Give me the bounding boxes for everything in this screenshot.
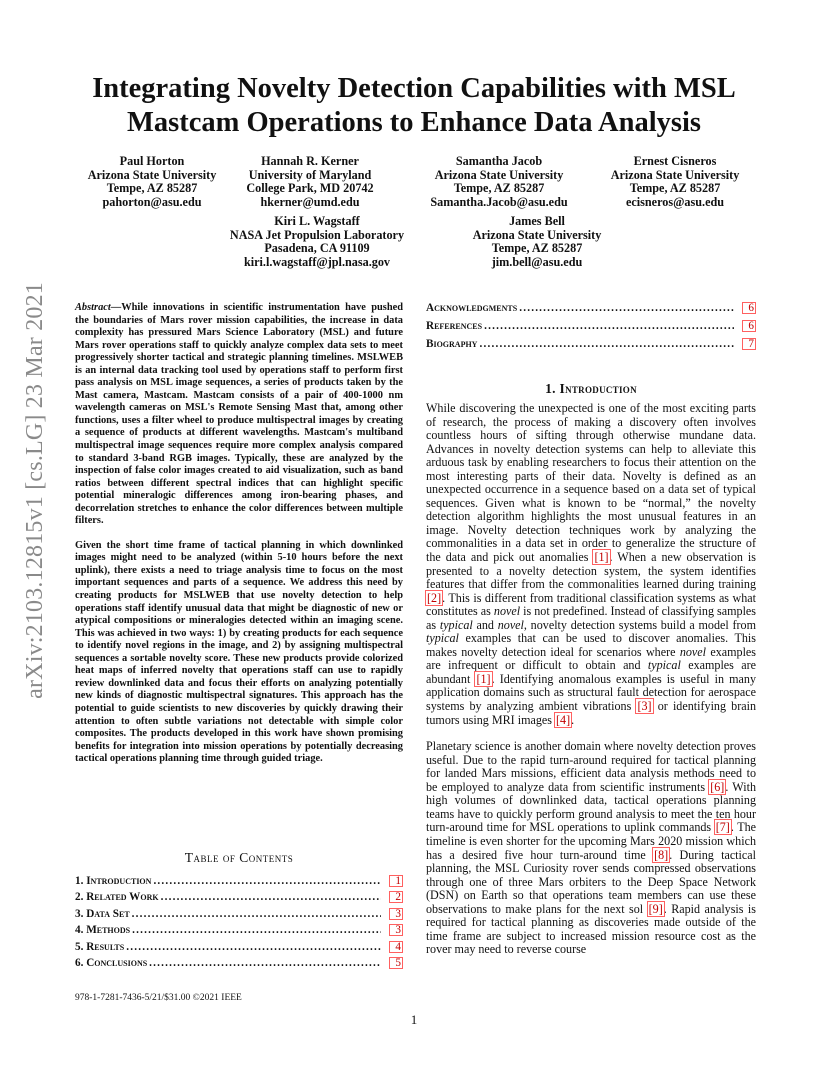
author-block [430,155,567,209]
author-email[interactable]: ecisneros@asu.edu [625,194,725,209]
citation-link[interactable]: [4] [556,712,571,727]
text-run: examples that can be used to discover anomalies. This makes novelty detection ideal for scenarios where [426,631,756,659]
citation-link[interactable]: [9] [648,901,663,916]
copyright-notice: 978-1-7281-7436-5/21/$31.00 ©2021 IEEE [75,993,242,1003]
author-address: College Park, MD 20742 [246,181,374,196]
toc-entry[interactable] [426,335,756,353]
toc-entry-label: 5. Results [75,940,125,953]
toc-entry-label: 3. Data Set [75,907,130,920]
toc-entry-label: 2. Related Work [75,891,159,904]
toc-entry[interactable] [426,317,756,335]
toc-leader [161,889,381,905]
text-run: examples are infrequent or difficult to obtain and [426,644,756,673]
page-number: 1 [410,1012,418,1027]
author-block [611,155,740,209]
toc-entry-label: 4. Methods [75,924,131,937]
abstract-paragraph: Given the short time frame of tactical planning in which downlinked images might need to be analyzed (within 5-10 hours before the next uplink), there exists a need to triage analysis time to focus on the most important sequences and parts of a sequence. We address this need by creating products for MSLWEB that use novelty detection to help operations staff identify unusual data that might be diagnostic of new or atypical compositions or mineralogies detected within an imaging scene. This was achieved in two ways: 1) by creating products for each sequence to identify novel regions in the image, and 2) by assigning multispectral sequences a sortable novelty score. These new products provide colorized heat maps of inferred novelty that operations staff can use to rapidly review downlinked data and focus their efforts on analyzing potentially new kinds of diagnostic multispectral signatures. This approach has the potential to guide scientists to new discoveries by quickly drawing their attention to often subtle variations not detectable with simple color composites. The products developed in this work have shown promising benefits for integration into mission operations by potentially decreasing tactical operations planning time through guided triage. [75,539,403,765]
text-run: examples are abundant [426,658,756,686]
author-block [88,155,217,209]
emphasis: typical [426,631,459,646]
author-name: James Bell [509,214,565,228]
author-email[interactable]: Samantha.Jacob@asu.edu [430,194,568,209]
text-run: Planetary science is another domain where novelty detection proves useful. Due to the rapid turn-around required for tactical planning for landed Mars missions, efficient data analysis methods need to be employed to analyze data from scientific instruments [426,739,756,794]
title-line-1: Integrating Novelty Detection Capabilities with MSL [92,73,736,104]
toc-entry[interactable] [75,955,403,971]
intro-paragraph-2 [426,740,756,957]
text-run: . Identifying anomalous examples is useful in many application domains such as structural fault detection for aerospace systems by analyzing ambient vibrations [426,671,756,714]
author-affiliation: Arizona State University [610,167,740,182]
text-run: While discovering the unexpected is one of the most exciting parts of research, the process of making a discovery often involves countless hours of sifting through otherwise mundane data. Advances in novelty detection systems can help to alleviate this arduous task by enabling researchers to focus their attention on the most interesting parts of their data. Novelty is defined as an unexpected occurrence in a sequence based on a data set of typical sequences. Given what is known to be “normal,” the novelty detection algorithm highlights the most unusual features in an image. Novelty detection techniques work by analyzing the commonalities in a data set in order to generalize the structure of the data and pick out anomalies [426,401,756,565]
toc-entry[interactable] [75,922,403,938]
author-block [473,215,602,269]
author-block [230,215,404,269]
toc-leader [484,317,734,335]
author-address: Tempe, AZ 85287 [629,181,721,196]
abstract-label: Abstract [75,302,111,313]
author-name: Ernest Cisneros [633,154,717,168]
text-run: . The timeline is even shorter for the upcoming Mars 2020 mission which has a desired five hour turn-around time [426,820,756,862]
toc-entry[interactable] [75,873,403,889]
author-affiliation: NASA Jet Propulsion Laboratory [229,227,405,242]
author-email[interactable]: hkerner@umd.edu [260,194,360,209]
author-affiliation: Arizona State University [87,167,217,182]
text-run: . When a new observation is presented to a novelty detection system, the system identifies features that differ from the commonalities learned during training [426,550,757,592]
toc-leader [479,335,734,353]
text-run: , novelty detection systems build a model from [523,617,756,632]
author-name: Kiri L. Wagstaff [274,214,360,228]
author-affiliation: Arizona State University [472,227,602,242]
toc-entry[interactable] [426,299,756,317]
toc-entry-label: 1. Introduction [75,875,152,887]
arxiv-identifier: arXiv:2103.12815v1 [cs.LG] 23 Mar 2021 [22,282,48,699]
abstract-paragraph: Abstract—While innovations in scientific instrumentation have pushed the boundaries of Mars rover mission capabilities, the increase in data complexity has pressured Mars Science Laboratory (MSL) and future Mars rover operations staff to quickly analyze complex data sets to meet progressively shorter tactical and strategic planning timelines. MSLWEB is an internal data tracking tool used by operations staff to perform first pass analysis on MSL image sequences, a series of products taken by the Mast camera, Mastcam. Mastcam consists of a pair of 400-1000 nm wavelength cameras on MSL's Remote Sensing Mast that, among other functions, uses a filter wheel to produce multispectral images by creating a sequence of products at different wavelengths. Mastcam's multiband multispectral image sequences require more complex analysis compared to standard 3-band RGB images. Typically, these are analyzed by the inspection of false color images created to aid visualization, such as band ratios between different spectral indices that can highlight specific potential mineralogic differences among iron-bearing phases, and decorrelation stretches to enhance the color differences between multiple filters. [75,302,403,527]
toc-entry-label: Biography [426,338,478,350]
citation-link[interactable]: [1] [476,671,491,686]
emphasis: typical [647,658,681,673]
toc-page-link[interactable]: 3 [389,924,403,936]
toc-leader [149,955,381,971]
author-block [246,155,373,209]
emphasis: novel [493,604,521,619]
introduction-body [426,402,756,970]
toc-page-link[interactable]: 2 [389,891,403,903]
toc-entry[interactable] [75,889,403,905]
author-address: Pasadena, CA 91109 [264,241,370,256]
toc-entry[interactable] [75,906,403,922]
author-email[interactable]: jim.bell@asu.edu [491,254,583,269]
toc-page-link[interactable]: 4 [389,941,403,953]
text-run: or identifying brain tumors using MRI images [426,699,757,727]
emphasis: novel [679,644,707,659]
citation-link[interactable]: [1] [594,550,609,565]
toc-page-link[interactable]: 1 [389,875,403,887]
paper-title [60,72,768,140]
toc-leader [153,873,381,889]
toc-leader [519,299,734,317]
text-run: . This is different from traditional classification systems as what constitutes as [426,590,756,619]
author-name: Samantha Jacob [455,154,543,168]
citation-link[interactable]: [6] [710,779,725,794]
emphasis: typical [439,617,473,632]
toc-page-link[interactable]: 3 [389,908,403,920]
toc-page-link[interactable]: 5 [389,957,403,969]
citation-link[interactable]: [7] [715,820,730,835]
toc-list [75,873,403,971]
emphasis: novel [497,617,524,632]
toc-leader [126,939,381,955]
author-affiliation: Arizona State University [434,167,564,182]
author-name: Hannah R. Kerner [261,154,359,168]
text-run: is not predefined. Instead of classifying samples as [426,604,757,632]
toc-entry-label: References [426,320,483,332]
author-address: Tempe, AZ 85287 [453,181,545,196]
author-email[interactable]: pahorton@asu.edu [102,194,202,209]
intro-paragraph-1 [426,402,756,727]
author-email[interactable]: kiri.l.wagstaff@jpl.nasa.gov [243,254,391,269]
author-address: Tempe, AZ 85287 [106,181,198,196]
toc-list-continued [426,299,756,353]
toc-entry-label: Acknowledgments [426,302,518,314]
text-run: and [476,617,494,632]
toc-page-link[interactable]: 7 [742,338,756,350]
toc-leader [132,922,381,938]
text-run: . Rapid analysis is required for tactical planning as discoveries made outside of the time frame are subject to increased mission resource cost as the rover may need to reverse course [426,901,757,957]
text-run: . With high volumes of downlinked data, tactical operations planning teams have to quickly perform ground analysis to meet the ten hour turn-around time for MSL operations to uplink commands [426,779,756,835]
author-name: Paul Horton [119,154,185,168]
toc-entry-label: 6. Conclusions [75,956,148,969]
author-address: Tempe, AZ 85287 [491,241,583,256]
section-heading-introduction: 1. Introduction [545,381,637,396]
citation-link[interactable]: [8] [654,847,669,862]
citation-link[interactable]: [2] [427,590,442,605]
toc-entry[interactable] [75,939,403,955]
toc-title: Table of Contents [184,850,294,865]
citation-link[interactable]: [3] [637,699,652,714]
abstract-text: While innovations in scientific instrumentation have pushed the boundaries of Mars rover mission capabilities, the increase in data complexity has pressured Mars Science Laboratory (MSL) and future Mars rover operations staff to quickly analyze complex data sets to meet progressively shorter tactical and strategic planning timelines. MSLWEB is an internal data tracking tool used by operations staff to perform first pass analysis on MSL image sequences, a series of products taken by the Mast camera, Mastcam. Mastcam consists of a pair of 400-1000 nm wavelength cameras on MSL's Remote Sensing Mast that, among other functions, uses a filter wheel to produce multispectral images by creating a sequence of products at different wavelengths. Mastcam's multiband multispectral image sequences require more complex analysis compared to standard 3-band RGB images. Typically, these are analyzed by the inspection of false color images created to aid visualization, such as band ratios between different spectral indices that can highlight specific potential mineralogic differences among iron-bearing phases, and decorrelation stretches to enhance the color differences between multiple filters. [75,302,403,527]
title-line-2: Mastcam Operations to Enhance Data Analysis [127,107,701,138]
toc-page-link[interactable]: 6 [742,320,756,332]
text-run: . [571,712,575,727]
abstract [75,302,403,778]
text-run: . During tactical planning, the MSL Curiosity rover sends compressed observations through one of three Mars orbiters to the Deep Space Network (DSN) on Earth so that operations team members can use these observations to make plans for the next sol [426,847,757,916]
toc-leader [132,906,381,922]
toc-page-link[interactable]: 6 [742,302,756,314]
author-affiliation: University of Maryland [248,167,372,182]
